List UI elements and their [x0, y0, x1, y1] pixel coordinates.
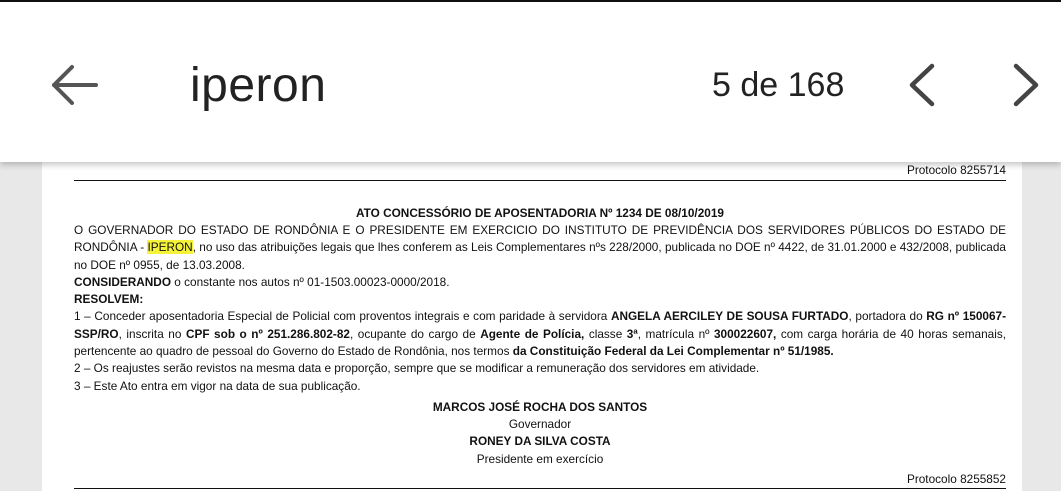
- resolvem-heading: RESOLVEM:: [74, 292, 144, 307]
- cpf-number: CPF sob o nº 251.286.802-82: [185, 326, 350, 341]
- servant-name: ANGELA AERCILEY DE SOUSA FURTADO: [610, 309, 849, 324]
- document-page: [42, 162, 1022, 491]
- legal-basis: da Constituição Federal da Lei Complementar nº 51/1985.: [512, 344, 834, 359]
- chevron-right-icon[interactable]: [1004, 60, 1048, 110]
- document-body: [74, 222, 1006, 395]
- intro-paragraph: [74, 222, 1006, 274]
- search-highlight: IPERON: [147, 240, 193, 255]
- item-2: 2 – Os reajustes serão revistos na mesma data e proporção, sempre que se modificar a remuneração dos servidores em atividade.: [74, 361, 760, 376]
- intro-text-a: O GOVERNADOR DO ESTADO DE RONDÔNIA E O PRESIDENTE EM EXERCICIO DO INSTITUTO DE PREVIDÊNCIA DOS SERVIDORES PÚBLICOS DO ESTADO DE RONDÔNIA -: [74, 223, 1006, 255]
- divider-top: [74, 180, 1006, 181]
- find-in-page-bar: [0, 2, 1061, 162]
- protocol-number-bottom: Protocolo 8255852: [906, 472, 1006, 486]
- protocol-number-top: Protocolo 8255714: [906, 163, 1006, 177]
- job-title: Agente de Polícia,: [480, 326, 585, 341]
- divider-bottom: [74, 488, 1006, 489]
- rg-number: RG nº 150067-SSP/RO: [74, 309, 1007, 341]
- match-counter: 5 de 168: [712, 66, 845, 104]
- considerando-text: o constante nos autos nº 01-1503.00023-0000/2018.: [171, 274, 450, 289]
- document-title: ATO CONCESSÓRIO DE APOSENTADORIA Nº 1234 DE 08/10/2019: [356, 206, 724, 220]
- signatory-1-role: Governador: [508, 417, 572, 431]
- document-viewer[interactable]: [0, 162, 1061, 491]
- chevron-left-icon[interactable]: [900, 60, 944, 110]
- job-class: 3ª: [626, 326, 638, 341]
- considerando-paragraph: [74, 274, 1006, 291]
- search-query-input[interactable]: iperon: [190, 59, 327, 112]
- registration-number: 300022607,: [713, 326, 777, 341]
- item-3: 3 – Este Ato entra em vigor na data de sua publicação.: [74, 378, 361, 393]
- signatory-2-name: RONEY DA SILVA COSTA: [469, 434, 611, 448]
- item-1: 1 – Conceder aposentadoria Especial de Policial com proventos integrais e com paridade à servidora ANGELA AERCILEY DE SOUSA FURTADO, portadora do RG nº 150067-SSP/RO, inscrita no CPF sob o nº 251.286.802-82, ocupante do cargo de Agente de Polícia, classe 3ª, matrícula nº 300022607, com carga horária de 40 horas semanais, pertencente ao quadro de pessoal do Governo do Estado de Rondônia, nos termos da Constituição Federal da Lei Complementar nº 51/1985.: [74, 309, 1007, 359]
- considerando-label: CONSIDERANDO: [74, 274, 172, 289]
- signatory-1-name: MARCOS JOSÉ ROCHA DOS SANTOS: [432, 400, 648, 414]
- intro-text-b: , no uso das atribuições legais que lhes conferem as Leis Complementares nºs 228/2000, publicada no DOE nº 4422, de 31.01.2000 e 432/2008, publicada no DOE nº 0955, de 13.03.2008.: [74, 240, 1006, 272]
- signatory-2-role: Presidente em exercício: [476, 452, 604, 466]
- arrow-left-icon[interactable]: [48, 60, 100, 110]
